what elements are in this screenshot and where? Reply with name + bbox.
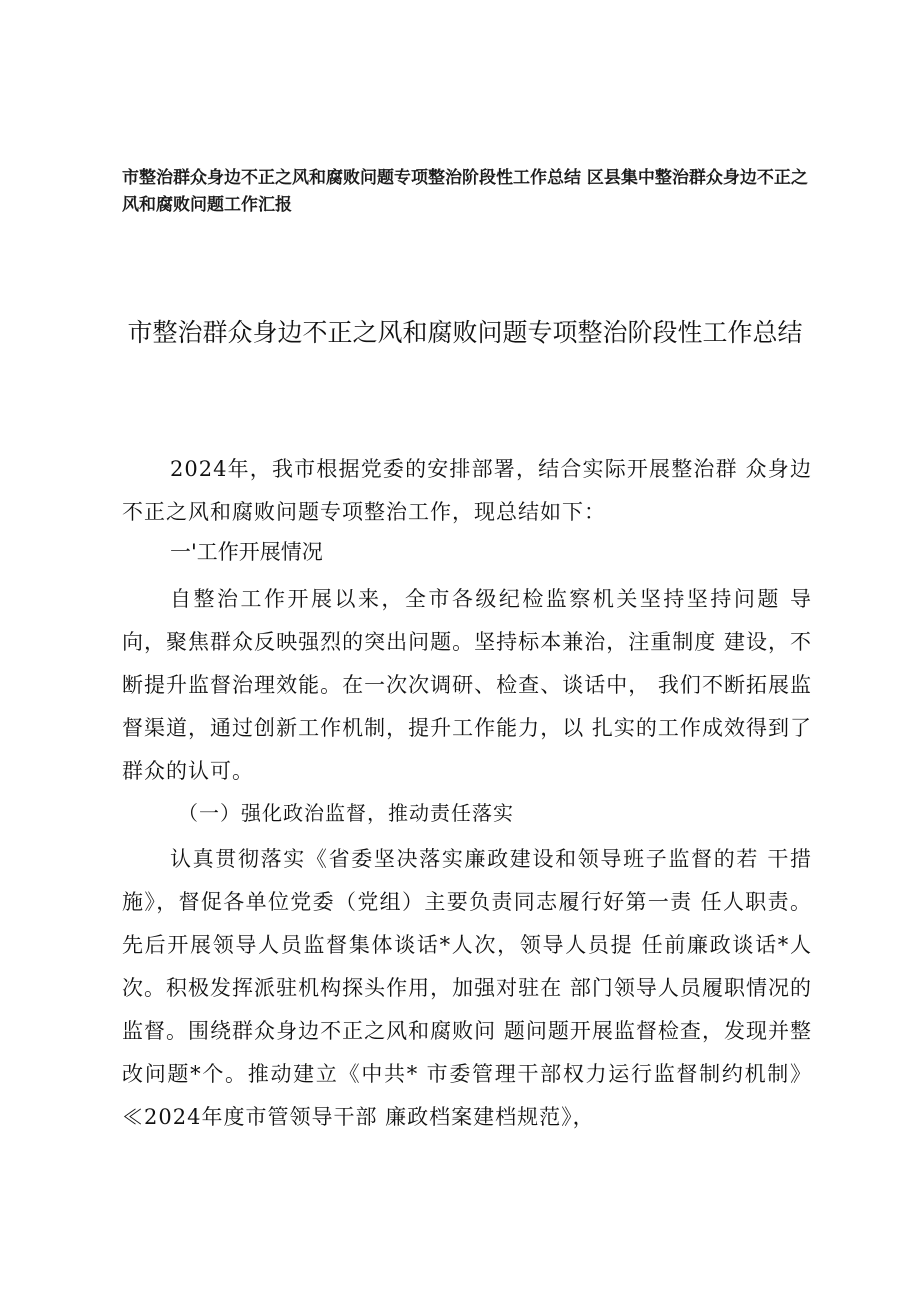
document-title: 市整治群众身边不正之风和腐败问题专项整治阶段性工作总结 — [127, 318, 803, 347]
document-header: 市整治群众身边不正之风和腐败问题专项整治阶段性工作总结 区县集中整治群众身边不正之风和腐败问题工作汇报 — [122, 168, 808, 215]
subheading-political-supervision: （一）强化政治监督，推动责任落实 — [178, 801, 514, 825]
paragraph-political-supervision: 认真贯彻落实《省委坚决落实廉政建设和领导班子监督的若 干措施》，督促各单位党委（党组）主要负责同志履行好第一责 任人职责。先后开展领导人员监督集体谈话*人次，领导人员提 任前廉政谈话*人次。积极发挥派驻机构探头作用，加强对驻在 部门领导人员履职情况的监督。围绕群众身边不正之风和腐败问 题问题开展监督检查，发现并整改问题*个。推动建立《中共* 市委管理干部权力运行监督制约机制》≪2024年度市管领导干部 廉政档案建档规范》， — [122, 847, 812, 1129]
paragraph-work-overview: 自整治工作开展以来，全市各级纪检监察机关坚持坚持问题 导向，聚焦群众反映强烈的突出问题。坚持标本兼治，注重制度 建设，不断提升监督治理效能。在一次次调研、检查、谈话中， 我们不断拓展监督渠道，通过创新工作机制，提升工作能力，以 扎实的工作成效得到了群众的认可。 — [122, 587, 812, 783]
section-heading: 一'工作开展情况 — [170, 540, 323, 564]
intro-paragraph: 2024年，我市根据党委的安排部署，结合实际开展整治群 众身边不正之风和腐败问题专项整治工作，现总结如下： — [122, 457, 812, 524]
